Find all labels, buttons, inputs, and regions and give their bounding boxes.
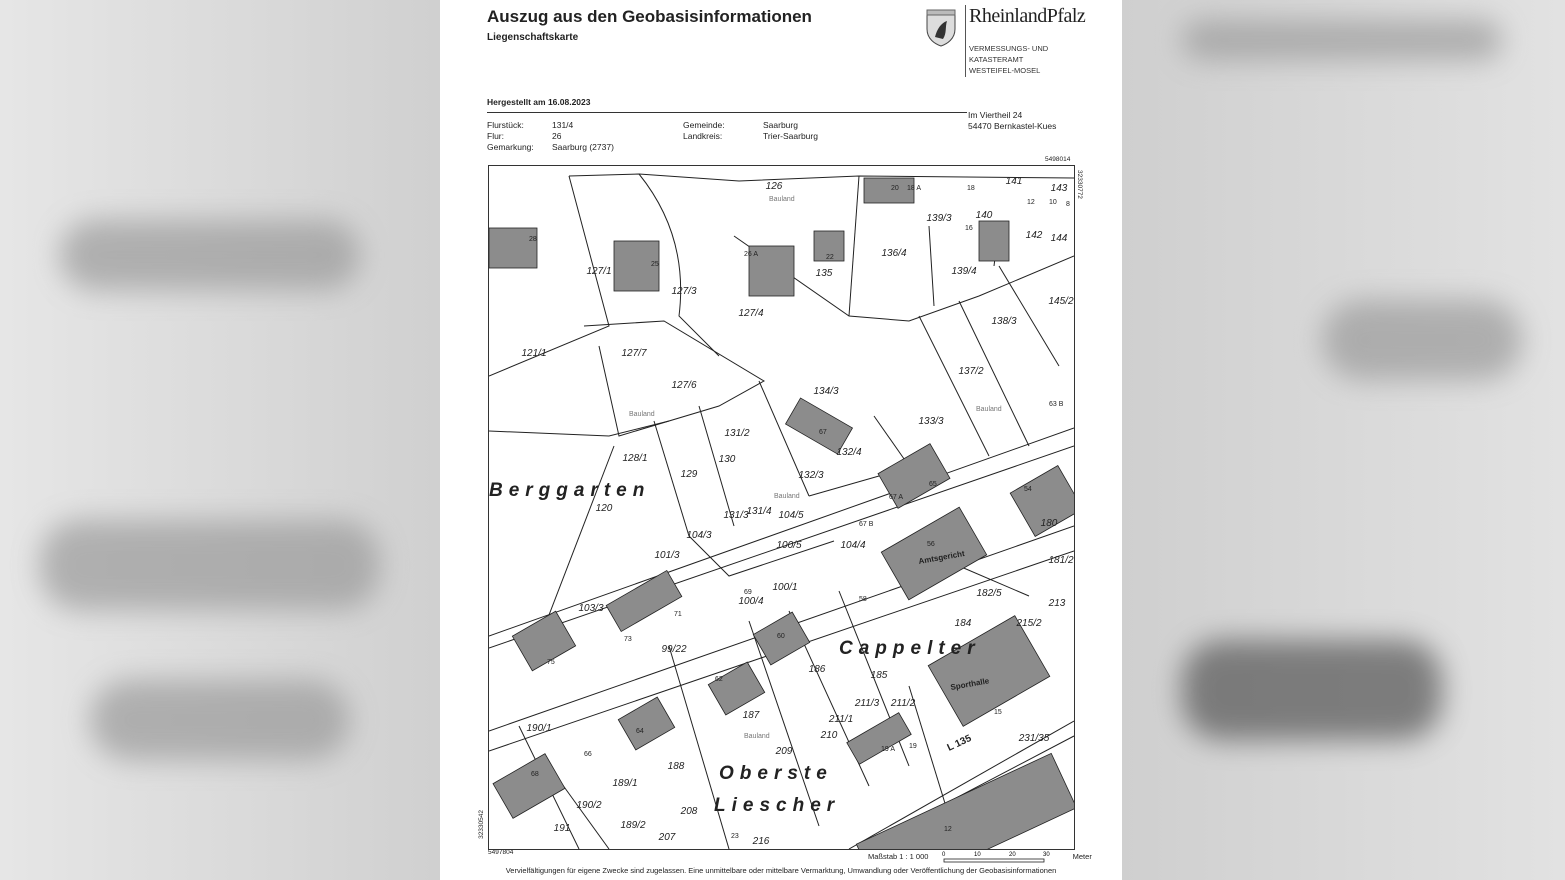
house-number: 58: [859, 596, 867, 603]
house-number: 71: [674, 611, 682, 618]
parcel-number[interactable]: 134/3: [813, 386, 839, 397]
building: [928, 616, 1050, 727]
parcel-number[interactable]: 135: [815, 268, 833, 279]
building-name: Amtsgericht: [917, 548, 966, 566]
building: [708, 662, 764, 715]
house-number: 19 A: [881, 746, 896, 753]
scale-unit: Meter: [1072, 851, 1092, 861]
place-name: Cappelter: [839, 638, 981, 659]
house-number: 56: [927, 541, 935, 548]
parcel-number[interactable]: 132/3: [798, 470, 824, 481]
parcel-number[interactable]: 144: [1050, 233, 1068, 244]
parcel-number[interactable]: 189/2: [620, 820, 646, 831]
flur-value: 26: [552, 131, 562, 141]
coord-top-right: 5498014: [1045, 156, 1071, 163]
parcel-number[interactable]: 207: [658, 832, 676, 843]
parcel-number[interactable]: 101/3: [654, 550, 680, 561]
building: [847, 713, 911, 765]
parcel-number[interactable]: 103/3: [578, 603, 604, 614]
house-number: 20: [891, 185, 899, 192]
parcel-number[interactable]: 136/4: [881, 248, 907, 259]
parcel-number[interactable]: 140: [975, 210, 993, 221]
house-number: 15: [994, 709, 1002, 716]
page-title: Auszug aus den Geobasisinformationen: [487, 7, 812, 26]
parcel-number[interactable]: 215/2: [1016, 618, 1042, 629]
parcel-number[interactable]: 126: [765, 181, 783, 192]
divider: [487, 112, 967, 113]
coord-left-vertical: 32330542: [478, 810, 485, 839]
parcel-number[interactable]: 211/1: [828, 714, 854, 725]
place-name: Berggarten: [489, 480, 651, 501]
house-number: 62: [715, 676, 723, 683]
parcel-number[interactable]: 99/22: [661, 644, 687, 655]
parcel-number[interactable]: 121/1: [521, 348, 547, 359]
parcel-number[interactable]: 142: [1025, 230, 1043, 241]
house-number: 23: [731, 833, 739, 840]
house-number: 25: [651, 261, 659, 268]
parcel-number[interactable]: 187: [742, 710, 760, 721]
parcel-number[interactable]: 104/3: [686, 530, 712, 541]
parcel-number[interactable]: 143: [1050, 183, 1068, 194]
house-number: 19: [909, 743, 917, 750]
house-number: 10: [1049, 199, 1057, 206]
document-page: [440, 0, 1122, 880]
parcel-number[interactable]: 231/35: [1018, 733, 1050, 744]
parcel-number[interactable]: 185: [870, 670, 888, 681]
parcel-number[interactable]: 188: [667, 761, 685, 772]
parcel-number[interactable]: 181/2: [1048, 555, 1074, 566]
logo-divider: [965, 5, 966, 77]
house-number: 54: [1024, 486, 1032, 493]
blurred-background-left: [0, 0, 440, 880]
building: [489, 228, 537, 268]
house-number: 26 A: [744, 251, 759, 258]
land-use-label: Bauland: [629, 411, 655, 418]
map-scale: [868, 850, 1092, 864]
parcel-number[interactable]: 100/1: [772, 582, 798, 593]
map-canvas: [489, 166, 1074, 849]
scale-bar: [941, 850, 1071, 864]
land-use-label: Bauland: [976, 406, 1002, 413]
house-number: 16: [965, 225, 973, 232]
gemarkung-value: Saarburg (2737): [552, 142, 614, 152]
parcel-number[interactable]: 137/2: [958, 366, 984, 377]
house-number: 66: [584, 751, 592, 758]
parcel-number[interactable]: 211/2: [890, 698, 916, 709]
building: [493, 754, 565, 819]
scale-label: Maßstab 1 : 1 000: [868, 851, 929, 861]
parcel-number[interactable]: 191: [553, 823, 571, 834]
house-number: 8: [1066, 201, 1070, 208]
parcel-number[interactable]: 129: [680, 469, 698, 480]
parcel-number[interactable]: 186: [808, 664, 826, 675]
parcel-number[interactable]: 127/4: [738, 308, 764, 319]
parcel-number[interactable]: 100/5: [776, 540, 802, 551]
coat-of-arms-icon: [925, 7, 957, 47]
land-use-label: Bauland: [774, 493, 800, 500]
parcel-number[interactable]: 190/1: [526, 723, 552, 734]
road-label: L 135: [945, 733, 974, 754]
parcel-number[interactable]: 139/3: [926, 213, 952, 224]
parcel-number[interactable]: 127/7: [621, 348, 647, 359]
land-use-label: Bauland: [769, 196, 795, 203]
house-number: 67 B: [859, 521, 874, 528]
house-number: 60: [777, 633, 785, 640]
landkreis-value: Trier-Saarburg: [763, 131, 818, 141]
parcel-number[interactable]: 180: [1040, 518, 1058, 529]
rlp-logo: [925, 5, 1095, 80]
scale-tick: 30: [1042, 852, 1050, 858]
parcel-number[interactable]: 141: [1005, 176, 1023, 187]
parcel-number[interactable]: 120: [595, 503, 613, 514]
parcel-number[interactable]: 139/4: [951, 266, 977, 277]
house-number: 67 A: [889, 494, 904, 501]
building: [856, 753, 1074, 849]
parcel-number[interactable]: 100/4: [738, 596, 764, 607]
parcel-number[interactable]: 209: [775, 746, 793, 757]
land-use-label: Bauland: [744, 733, 770, 740]
parcel-number[interactable]: 213: [1048, 598, 1066, 609]
scale-tick: 10: [973, 852, 981, 858]
office-address: Im Viertheil 24 54470 Bernkastel-Kues: [968, 110, 1057, 131]
house-number: 63 B: [1049, 401, 1064, 408]
info-values-1: [552, 120, 614, 153]
house-number: 28: [529, 236, 537, 243]
house-number: 18: [967, 185, 975, 192]
blurred-background-right: [1122, 0, 1565, 880]
scale-tick: 0: [941, 852, 945, 858]
parcel-number[interactable]: 133/3: [918, 416, 944, 427]
house-number: 64: [636, 728, 644, 735]
parcel-number[interactable]: 104/4: [840, 540, 866, 551]
parcel-number[interactable]: 184: [954, 618, 972, 629]
info-labels-1: Flurstück: Flur: Gemarkung:: [487, 120, 534, 152]
parcel-number[interactable]: 145/2: [1048, 296, 1074, 307]
building: [512, 611, 575, 671]
building: [618, 697, 674, 750]
parcel-number[interactable]: 127/6: [671, 380, 697, 391]
house-number: 12: [944, 826, 952, 833]
house-number: 69: [744, 589, 752, 596]
parcel-number[interactable]: 189/1: [612, 778, 638, 789]
coord-bottom-left: 5497804: [488, 849, 514, 856]
house-number: 75: [547, 659, 555, 666]
parcel-number[interactable]: 190/2: [576, 800, 602, 811]
parcel-number[interactable]: 127/3: [671, 286, 697, 297]
place-name: Oberste: [719, 763, 833, 784]
building-name: Sporthalle: [949, 676, 990, 692]
parcel-number[interactable]: 128/1: [622, 453, 648, 464]
gemeinde-value: Saarburg: [763, 120, 798, 130]
house-number: 12: [1027, 199, 1035, 206]
place-name: Liescher: [714, 795, 841, 816]
building: [979, 221, 1009, 261]
scale-tick: 20: [1008, 852, 1016, 858]
parcel-number[interactable]: 138/3: [991, 316, 1017, 327]
creation-date: Hergestellt am 16.08.2023: [487, 97, 591, 107]
house-number: 22: [826, 254, 834, 261]
info-labels-2: Gemeinde: Landkreis:: [683, 120, 725, 141]
house-number: 73: [624, 636, 632, 643]
parcel-number[interactable]: 182/5: [976, 588, 1002, 599]
parcel-number[interactable]: 130: [718, 454, 736, 465]
parcel-number[interactable]: 132/4: [836, 447, 862, 458]
parcel-number[interactable]: 131/4: [746, 506, 772, 517]
parcel-number[interactable]: 104/5: [778, 510, 804, 521]
info-values-2: [763, 120, 818, 142]
flurstueck-value: 131/4: [552, 120, 574, 130]
copyright-notice: Vervielfältigungen für eigene Zwecke sind zugelassen. Eine unmittelbare oder mittelbare Vermarktung, Umwandlung oder Veröffentlichung der Geobasisinformationen: [505, 866, 1057, 875]
page-subtitle: Liegenschaftskarte: [487, 32, 579, 43]
brand-name: RheinlandPfalz: [969, 5, 1086, 27]
parcel-number[interactable]: 131/3: [723, 510, 749, 521]
building: [786, 398, 853, 454]
coord-right-vertical: 32330772: [1076, 170, 1083, 199]
parcel-number[interactable]: 127/1: [586, 266, 612, 277]
parcel-number[interactable]: 131/2: [724, 428, 750, 439]
parcel-number[interactable]: 211/3: [854, 698, 880, 709]
house-number: 67: [819, 429, 827, 436]
house-number: 65: [929, 481, 937, 488]
house-number: 18 A: [907, 185, 922, 192]
parcel-number[interactable]: 216: [752, 836, 770, 847]
office-name: VERMESSUNGS- UND KATASTERAMT WESTEIFEL-MOSEL: [969, 44, 1049, 75]
parcel-number[interactable]: 208: [680, 806, 698, 817]
house-number: 68: [531, 771, 539, 778]
cadastral-map[interactable]: [488, 165, 1075, 850]
building: [606, 571, 682, 632]
parcel-number[interactable]: 210: [820, 730, 838, 741]
